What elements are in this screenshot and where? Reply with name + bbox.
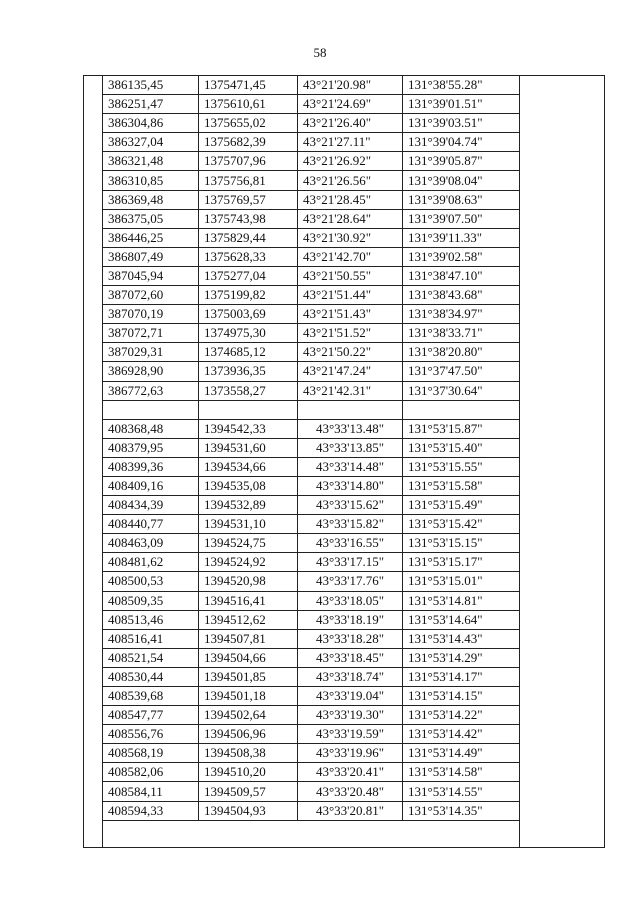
y-coordinate-cell: 1394510,20 xyxy=(199,763,298,782)
longitude-cell: 131°53'15.01" xyxy=(403,572,520,591)
table-row xyxy=(103,247,520,266)
x-coordinate-cell: 408513,46 xyxy=(103,610,199,629)
longitude-cell: 131°39'07.50" xyxy=(403,209,520,228)
latitude-cell: 43°21'27.11" xyxy=(298,133,403,152)
table-row xyxy=(103,476,520,495)
x-coordinate-cell: 386369,48 xyxy=(103,190,199,209)
table-row xyxy=(103,648,520,667)
y-coordinate-cell: 1394501,18 xyxy=(199,687,298,706)
x-coordinate-cell: 386304,86 xyxy=(103,114,199,133)
table-row xyxy=(103,171,520,190)
empty-cell xyxy=(298,400,403,419)
longitude-cell: 131°53'14.35" xyxy=(403,801,520,820)
x-coordinate-cell: 408521,54 xyxy=(103,648,199,667)
y-coordinate-cell: 1373558,27 xyxy=(199,381,298,400)
table-row xyxy=(103,457,520,476)
longitude-cell: 131°53'14.43" xyxy=(403,629,520,648)
longitude-cell: 131°37'47.50" xyxy=(403,362,520,381)
x-coordinate-cell: 408516,41 xyxy=(103,629,199,648)
table-row xyxy=(103,725,520,744)
table-row xyxy=(103,801,520,820)
latitude-cell: 43°33'18.28" xyxy=(298,629,403,648)
x-coordinate-cell: 386310,85 xyxy=(103,171,199,190)
x-coordinate-cell: 408368,48 xyxy=(103,419,199,438)
x-coordinate-cell: 408434,39 xyxy=(103,496,199,515)
y-coordinate-cell: 1394534,66 xyxy=(199,457,298,476)
table-row xyxy=(103,362,520,381)
longitude-cell: 131°53'14.55" xyxy=(403,782,520,801)
longitude-cell: 131°38'20.80" xyxy=(403,343,520,362)
x-coordinate-cell: 387072,71 xyxy=(103,324,199,343)
longitude-cell: 131°39'08.04" xyxy=(403,171,520,190)
table-row xyxy=(103,572,520,591)
table-row xyxy=(103,343,520,362)
longitude-cell: 131°53'15.15" xyxy=(403,534,520,553)
latitude-cell: 43°33'20.81" xyxy=(298,801,403,820)
longitude-cell: 131°53'15.40" xyxy=(403,438,520,457)
y-coordinate-cell: 1394535,08 xyxy=(199,476,298,495)
y-coordinate-cell: 1394506,96 xyxy=(199,725,298,744)
latitude-cell: 43°21'28.64" xyxy=(298,209,403,228)
x-coordinate-cell: 408440,77 xyxy=(103,515,199,534)
x-coordinate-cell: 386135,45 xyxy=(103,76,199,95)
y-coordinate-cell: 1374685,12 xyxy=(199,343,298,362)
longitude-cell: 131°38'55.28" xyxy=(403,76,520,95)
latitude-cell: 43°33'13.48" xyxy=(298,419,403,438)
page-number: 58 xyxy=(313,45,327,60)
longitude-cell: 131°53'14.29" xyxy=(403,648,520,667)
x-coordinate-cell: 408481,62 xyxy=(103,553,199,572)
table-row-separator xyxy=(103,400,520,419)
x-coordinate-cell: 386446,25 xyxy=(103,228,199,247)
empty-cell xyxy=(199,400,298,419)
longitude-cell: 131°39'08.63" xyxy=(403,190,520,209)
table-row xyxy=(103,114,520,133)
x-coordinate-cell: 387070,19 xyxy=(103,305,199,324)
latitude-cell: 43°33'15.62" xyxy=(298,496,403,515)
y-coordinate-cell: 1394531,60 xyxy=(199,438,298,457)
x-coordinate-cell: 408500,53 xyxy=(103,572,199,591)
longitude-cell: 131°53'14.64" xyxy=(403,610,520,629)
y-coordinate-cell: 1375471,45 xyxy=(199,76,298,95)
latitude-cell: 43°33'14.80" xyxy=(298,476,403,495)
x-coordinate-cell: 386772,63 xyxy=(103,381,199,400)
table-row xyxy=(103,534,520,553)
x-coordinate-cell: 408594,33 xyxy=(103,801,199,820)
latitude-cell: 43°21'51.44" xyxy=(298,286,403,305)
y-coordinate-cell: 1374975,30 xyxy=(199,324,298,343)
y-coordinate-cell: 1375277,04 xyxy=(199,266,298,285)
longitude-cell: 131°53'15.17" xyxy=(403,553,520,572)
table-row xyxy=(103,610,520,629)
y-coordinate-cell: 1375769,57 xyxy=(199,190,298,209)
table-row xyxy=(103,744,520,763)
latitude-cell: 43°33'18.45" xyxy=(298,648,403,667)
latitude-cell: 43°21'24.69" xyxy=(298,95,403,114)
table-row xyxy=(103,266,520,285)
table-row xyxy=(103,324,520,343)
y-coordinate-cell: 1375003,69 xyxy=(199,305,298,324)
latitude-cell: 43°21'42.70" xyxy=(298,247,403,266)
table-row xyxy=(103,133,520,152)
longitude-cell: 131°37'30.64" xyxy=(403,381,520,400)
longitude-cell: 131°53'14.58" xyxy=(403,763,520,782)
table-row xyxy=(103,591,520,610)
y-coordinate-cell: 1394501,85 xyxy=(199,667,298,686)
x-coordinate-cell: 408584,11 xyxy=(103,782,199,801)
y-coordinate-cell: 1394512,62 xyxy=(199,610,298,629)
x-coordinate-cell: 408409,16 xyxy=(103,476,199,495)
longitude-cell: 131°39'01.51" xyxy=(403,95,520,114)
y-coordinate-cell: 1373936,35 xyxy=(199,362,298,381)
latitude-cell: 43°33'17.15" xyxy=(298,553,403,572)
longitude-cell: 131°38'43.68" xyxy=(403,286,520,305)
latitude-cell: 43°33'18.19" xyxy=(298,610,403,629)
empty-cell xyxy=(403,400,520,419)
latitude-cell: 43°21'26.56" xyxy=(298,171,403,190)
latitude-cell: 43°33'19.96" xyxy=(298,744,403,763)
coordinates-table xyxy=(102,75,520,821)
latitude-cell: 43°33'16.55" xyxy=(298,534,403,553)
y-coordinate-cell: 1394509,57 xyxy=(199,782,298,801)
x-coordinate-cell: 408568,19 xyxy=(103,744,199,763)
y-coordinate-cell: 1375682,39 xyxy=(199,133,298,152)
latitude-cell: 43°33'13.85" xyxy=(298,438,403,457)
y-coordinate-cell: 1375743,98 xyxy=(199,209,298,228)
x-coordinate-cell: 386375,05 xyxy=(103,209,199,228)
y-coordinate-cell: 1394532,89 xyxy=(199,496,298,515)
table-row xyxy=(103,687,520,706)
y-coordinate-cell: 1394502,64 xyxy=(199,706,298,725)
y-coordinate-cell: 1394507,81 xyxy=(199,629,298,648)
latitude-cell: 43°21'26.40" xyxy=(298,114,403,133)
x-coordinate-cell: 408530,44 xyxy=(103,667,199,686)
latitude-cell: 43°33'15.82" xyxy=(298,515,403,534)
longitude-cell: 131°38'34.97" xyxy=(403,305,520,324)
x-coordinate-cell: 408463,09 xyxy=(103,534,199,553)
empty-cell xyxy=(103,400,199,419)
longitude-cell: 131°53'15.49" xyxy=(403,496,520,515)
table-row xyxy=(103,76,520,95)
y-coordinate-cell: 1375199,82 xyxy=(199,286,298,305)
y-coordinate-cell: 1394504,93 xyxy=(199,801,298,820)
y-coordinate-cell: 1394520,98 xyxy=(199,572,298,591)
table-row xyxy=(103,667,520,686)
latitude-cell: 43°21'50.55" xyxy=(298,266,403,285)
latitude-cell: 43°21'51.43" xyxy=(298,305,403,324)
longitude-cell: 131°53'14.81" xyxy=(403,591,520,610)
longitude-cell: 131°39'04.74" xyxy=(403,133,520,152)
x-coordinate-cell: 387045,94 xyxy=(103,266,199,285)
table-row xyxy=(103,381,520,400)
latitude-cell: 43°33'19.59" xyxy=(298,725,403,744)
latitude-cell: 43°33'18.05" xyxy=(298,591,403,610)
latitude-cell: 43°33'18.74" xyxy=(298,667,403,686)
x-coordinate-cell: 387029,31 xyxy=(103,343,199,362)
y-coordinate-cell: 1394504,66 xyxy=(199,648,298,667)
latitude-cell: 43°33'14.48" xyxy=(298,457,403,476)
coordinates-table-body xyxy=(103,76,520,821)
x-coordinate-cell: 386928,90 xyxy=(103,362,199,381)
latitude-cell: 43°21'20.98" xyxy=(298,76,403,95)
table-row xyxy=(103,553,520,572)
y-coordinate-cell: 1394508,38 xyxy=(199,744,298,763)
x-coordinate-cell: 386321,48 xyxy=(103,152,199,171)
table-row xyxy=(103,228,520,247)
table-row xyxy=(103,438,520,457)
x-coordinate-cell: 408547,77 xyxy=(103,706,199,725)
longitude-cell: 131°38'33.71" xyxy=(403,324,520,343)
latitude-cell: 43°33'17.76" xyxy=(298,572,403,591)
y-coordinate-cell: 1394524,75 xyxy=(199,534,298,553)
latitude-cell: 43°21'42.31" xyxy=(298,381,403,400)
x-coordinate-cell: 408556,76 xyxy=(103,725,199,744)
table-row xyxy=(103,515,520,534)
table-row xyxy=(103,496,520,515)
table-row xyxy=(103,706,520,725)
y-coordinate-cell: 1375655,02 xyxy=(199,114,298,133)
longitude-cell: 131°53'15.42" xyxy=(403,515,520,534)
y-coordinate-cell: 1394516,41 xyxy=(199,591,298,610)
y-coordinate-cell: 1375610,61 xyxy=(199,95,298,114)
table-row xyxy=(103,286,520,305)
latitude-cell: 43°21'47.24" xyxy=(298,362,403,381)
longitude-cell: 131°53'14.22" xyxy=(403,706,520,725)
y-coordinate-cell: 1375707,96 xyxy=(199,152,298,171)
table-row xyxy=(103,95,520,114)
latitude-cell: 43°33'20.48" xyxy=(298,782,403,801)
y-coordinate-cell: 1394524,92 xyxy=(199,553,298,572)
table-row xyxy=(103,152,520,171)
x-coordinate-cell: 386251,47 xyxy=(103,95,199,114)
table-row xyxy=(103,305,520,324)
table-row xyxy=(103,629,520,648)
longitude-cell: 131°53'14.17" xyxy=(403,667,520,686)
x-coordinate-cell: 387072,60 xyxy=(103,286,199,305)
latitude-cell: 43°33'19.04" xyxy=(298,687,403,706)
latitude-cell: 43°21'50.22" xyxy=(298,343,403,362)
x-coordinate-cell: 408399,36 xyxy=(103,457,199,476)
y-coordinate-cell: 1394531,10 xyxy=(199,515,298,534)
longitude-cell: 131°53'15.87" xyxy=(403,419,520,438)
longitude-cell: 131°39'05.87" xyxy=(403,152,520,171)
latitude-cell: 43°21'30.92" xyxy=(298,228,403,247)
y-coordinate-cell: 1375829,44 xyxy=(199,228,298,247)
y-coordinate-cell: 1375756,81 xyxy=(199,171,298,190)
latitude-cell: 43°33'20.41" xyxy=(298,763,403,782)
latitude-cell: 43°33'19.30" xyxy=(298,706,403,725)
longitude-cell: 131°53'14.15" xyxy=(403,687,520,706)
y-coordinate-cell: 1375628,33 xyxy=(199,247,298,266)
longitude-cell: 131°53'14.49" xyxy=(403,744,520,763)
table-row xyxy=(103,419,520,438)
longitude-cell: 131°53'14.42" xyxy=(403,725,520,744)
table-row xyxy=(103,763,520,782)
y-coordinate-cell: 1394542,33 xyxy=(199,419,298,438)
longitude-cell: 131°39'03.51" xyxy=(403,114,520,133)
x-coordinate-cell: 386327,04 xyxy=(103,133,199,152)
table-row xyxy=(103,190,520,209)
longitude-cell: 131°39'02.58" xyxy=(403,247,520,266)
x-coordinate-cell: 386807,49 xyxy=(103,247,199,266)
table-row xyxy=(103,209,520,228)
x-coordinate-cell: 408539,68 xyxy=(103,687,199,706)
table-row xyxy=(103,782,520,801)
longitude-cell: 131°53'15.55" xyxy=(403,457,520,476)
longitude-cell: 131°39'11.33" xyxy=(403,228,520,247)
latitude-cell: 43°21'51.52" xyxy=(298,324,403,343)
longitude-cell: 131°38'47.10" xyxy=(403,266,520,285)
latitude-cell: 43°21'28.45" xyxy=(298,190,403,209)
x-coordinate-cell: 408379,95 xyxy=(103,438,199,457)
longitude-cell: 131°53'15.58" xyxy=(403,476,520,495)
latitude-cell: 43°21'26.92" xyxy=(298,152,403,171)
x-coordinate-cell: 408509,35 xyxy=(103,591,199,610)
x-coordinate-cell: 408582,06 xyxy=(103,763,199,782)
